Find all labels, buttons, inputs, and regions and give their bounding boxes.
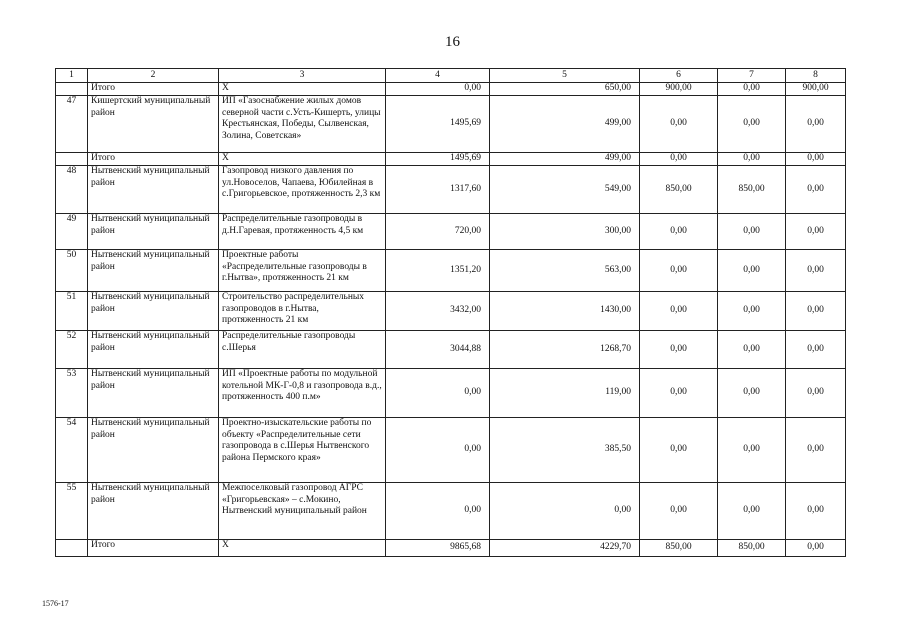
total-row [56,83,846,96]
row-number-cell: 55 [56,483,88,540]
value-cell-col8: 0,00 [786,331,846,369]
object-cell: ИП «Проектные работы по модульной котельной МК-Г-0,8 и газопровода в.д., протяженность 400 п.м» [219,369,386,418]
value-cell-col7: 0,00 [718,96,786,153]
value-cell-col5: 499,00 [490,96,640,153]
value-cell-col5: 300,00 [490,214,640,250]
value-cell-col6: 0,00 [640,418,718,483]
row-number-cell: 53 [56,369,88,418]
value-cell-col7: 850,00 [718,540,786,557]
value-cell-col4: 720,00 [386,214,490,250]
table-row [56,292,846,331]
table-row [56,214,846,250]
value-cell-col6: 900,00 [640,83,718,96]
table-row [56,369,846,418]
object-cell: Х [219,540,386,557]
value-cell-col8: 0,00 [786,292,846,331]
header-cell: 3 [219,69,386,83]
value-cell-col7: 0,00 [718,153,786,166]
value-cell-col4: 1495,69 [386,153,490,166]
value-cell-col6: 0,00 [640,153,718,166]
value-cell-col8: 900,00 [786,83,846,96]
district-cell: Итого [88,540,219,557]
object-cell: Проектные работы «Распределительные газопроводы в г.Нытва», протяженность 21 км [219,250,386,292]
value-cell-col7: 0,00 [718,483,786,540]
value-cell-col5: 650,00 [490,83,640,96]
value-cell-col7: 0,00 [718,369,786,418]
object-cell: Строительство распределительных газопроводов в г.Нытва, протяженность 21 км [219,292,386,331]
value-cell-col5: 4229,70 [490,540,640,557]
district-cell: Нытвенский муниципальный район [88,292,219,331]
value-cell-col8: 0,00 [786,418,846,483]
value-cell-col6: 0,00 [640,250,718,292]
total-row [56,153,846,166]
value-cell-col4: 0,00 [386,483,490,540]
value-cell-col7: 0,00 [718,214,786,250]
page-number: 16 [445,34,460,50]
district-cell: Нытвенский муниципальный район [88,369,219,418]
value-cell-col5: 1430,00 [490,292,640,331]
value-cell-col5: 563,00 [490,250,640,292]
row-number-cell [56,153,88,166]
table-row [56,331,846,369]
district-cell: Нытвенский муниципальный район [88,250,219,292]
value-cell-col8: 0,00 [786,166,846,214]
value-cell-col6: 0,00 [640,214,718,250]
value-cell-col5: 385,50 [490,418,640,483]
value-cell-col4: 9865,68 [386,540,490,557]
value-cell-col4: 0,00 [386,83,490,96]
value-cell-col7: 0,00 [718,83,786,96]
value-cell-col4: 3044,88 [386,331,490,369]
row-number-cell: 50 [56,250,88,292]
row-number-cell [56,540,88,557]
value-cell-col8: 0,00 [786,214,846,250]
value-cell-col5: 1268,70 [490,331,640,369]
value-cell-col8: 0,00 [786,153,846,166]
value-cell-col6: 850,00 [640,540,718,557]
total-row [56,540,846,557]
value-cell-col5: 119,00 [490,369,640,418]
header-cell: 7 [718,69,786,83]
value-cell-col7: 0,00 [718,418,786,483]
district-cell: Нытвенский муниципальный район [88,418,219,483]
value-cell-col6: 0,00 [640,96,718,153]
value-cell-col4: 1317,60 [386,166,490,214]
value-cell-col5: 0,00 [490,483,640,540]
value-cell-col5: 549,00 [490,166,640,214]
object-cell: ИП «Газоснабжение жилых домов северной части с.Усть-Кишерть, улицы Крестьянская, Победы, Сылвенская, Золина, Советская» [219,96,386,153]
header-cell: 6 [640,69,718,83]
district-cell: Нытвенский муниципальный район [88,331,219,369]
value-cell-col7: 0,00 [718,331,786,369]
table-row [56,96,846,153]
object-cell: Х [219,153,386,166]
value-cell-col8: 0,00 [786,540,846,557]
header-cell: 8 [786,69,846,83]
value-cell-col4: 1495,69 [386,96,490,153]
value-cell-col6: 0,00 [640,331,718,369]
district-cell: Нытвенский муниципальный район [88,214,219,250]
district-cell: Итого [88,83,219,96]
value-cell-col7: 0,00 [718,250,786,292]
value-cell-col4: 0,00 [386,418,490,483]
document-code: 1576-17 [42,599,69,608]
header-cell: 2 [88,69,219,83]
table-row [56,250,846,292]
object-cell: Распределительные газопроводы в д.Н.Гаревая, протяженность 4,5 км [219,214,386,250]
value-cell-col4: 0,00 [386,369,490,418]
value-cell-col8: 0,00 [786,250,846,292]
value-cell-col6: 850,00 [640,166,718,214]
value-cell-col8: 0,00 [786,96,846,153]
table-row [56,418,846,483]
object-cell: Проектно-изыскательские работы по объекту «Распределительные сети газопровода в с.Шерья Нытвенского района Пермского края» [219,418,386,483]
object-cell: Межпоселковый газопровод АГРС «Григорьевская» – с.Мокино, Нытвенский муниципальный район [219,483,386,540]
row-number-cell: 52 [56,331,88,369]
header-cell: 5 [490,69,640,83]
object-cell: Х [219,83,386,96]
district-cell: Итого [88,153,219,166]
value-cell-col8: 0,00 [786,483,846,540]
value-cell-col4: 1351,20 [386,250,490,292]
value-cell-col7: 850,00 [718,166,786,214]
object-cell: Распределительные газопроводы с.Шерья [219,331,386,369]
value-cell-col4: 3432,00 [386,292,490,331]
district-cell: Нытвенский муниципальный район [88,483,219,540]
row-number-cell: 49 [56,214,88,250]
value-cell-col6: 0,00 [640,483,718,540]
header-cell: 4 [386,69,490,83]
object-cell: Газопровод низкого давления по ул.Новоселов, Чапаева, Юбилейная в с.Григорьевское, протяженность 2,3 км [219,166,386,214]
row-number-cell: 48 [56,166,88,214]
header-cell: 1 [56,69,88,83]
row-number-cell [56,83,88,96]
table-row [56,483,846,540]
table-header-row [56,69,846,83]
value-cell-col6: 0,00 [640,369,718,418]
value-cell-col6: 0,00 [640,292,718,331]
district-cell: Нытвенский муниципальный район [88,166,219,214]
budget-table [55,68,846,557]
value-cell-col8: 0,00 [786,369,846,418]
district-cell: Кишертский муниципальный район [88,96,219,153]
value-cell-col7: 0,00 [718,292,786,331]
row-number-cell: 47 [56,96,88,153]
row-number-cell: 51 [56,292,88,331]
row-number-cell: 54 [56,418,88,483]
value-cell-col5: 499,00 [490,153,640,166]
table-row [56,166,846,214]
